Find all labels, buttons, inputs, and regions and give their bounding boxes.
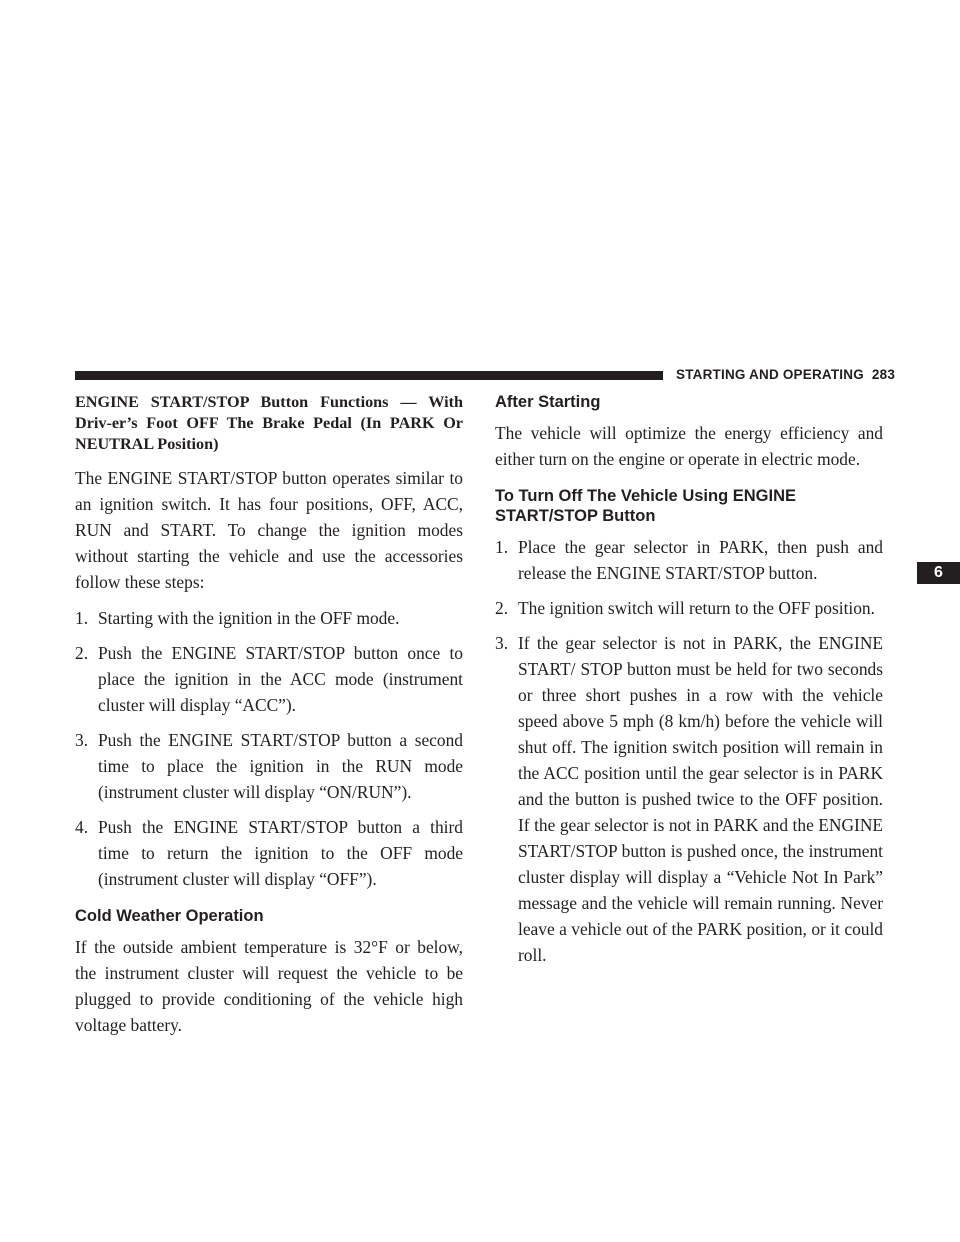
cold-weather-paragraph: If the outside ambient temperature is 32°F or below, the instrument cluster will request the vehicle to be plugged to provide conditioning of the vehicle high voltage battery. (75, 937, 463, 1035)
intro-paragraph: The ENGINE START/STOP button operates similar to an ignition switch. It has four positions, OFF, ACC, RUN and START. To change the ignition modes without starting the vehicle and use the accessories follow these steps: (75, 468, 463, 592)
list-item: 3. Push the ENGINE START/STOP button a second time to place the ignition in the RUN mode (instrument cluster will display “ON/RUN”). (75, 730, 463, 802)
list-item: 2. The ignition switch will return to the OFF position. (495, 598, 875, 618)
list-item: 4. Push the ENGINE START/STOP button a third time to return the ignition to the OFF mode (instrument cluster will display “OFF”). (75, 817, 463, 889)
after-starting-heading: After Starting (495, 393, 601, 411)
ignition-steps-list (75, 605, 463, 892)
list-item: 1. Starting with the ignition in the OFF mode. (75, 608, 400, 628)
page-number: 283 (871, 367, 896, 382)
header-rule (75, 371, 663, 380)
button-functions-heading: ENGINE START/STOP Button Functions — With Driv-er’s Foot OFF The Brake Pedal (In PARK Or NEUTRAL Position) (75, 393, 463, 453)
list-item: 2. Push the ENGINE START/STOP button once to place the ignition in the ACC mode (instrument cluster will display “ACC”). (75, 643, 463, 715)
list-item: 1. Place the gear selector in PARK, then push and release the ENGINE START/STOP button. (495, 537, 883, 583)
chapter-tab: 6 (917, 562, 960, 584)
after-starting-paragraph: The vehicle will optimize the energy efficiency and either turn on the engine or operate in electric mode. (495, 423, 883, 469)
left-column (75, 392, 463, 1048)
list-item: 3. If the gear selector is not in PARK, the ENGINE START/ STOP button must be held for two seconds or three short pushes in a row with the vehicle speed above 5 mph (8 km/h) before the vehicle will shut off. The ignition switch position will remain in the ACC position until the gear selector is in PARK and the button is pushed twice to the OFF position. If the gear selector is not in PARK and the ENGINE START/STOP button is pushed once, the instrument cluster display will display a “Vehicle Not In Park” message and the vehicle will remain running. Never leave a vehicle out of the PARK position, or it could roll. (495, 633, 883, 965)
right-column (495, 392, 883, 977)
turn-off-steps-list (495, 534, 883, 968)
turn-off-heading: To Turn Off The Vehicle Using ENGINE START/STOP Button (495, 487, 796, 525)
running-header (676, 367, 895, 382)
cold-weather-heading: Cold Weather Operation (75, 907, 264, 925)
section-title: STARTING AND OPERATING (676, 367, 864, 382)
